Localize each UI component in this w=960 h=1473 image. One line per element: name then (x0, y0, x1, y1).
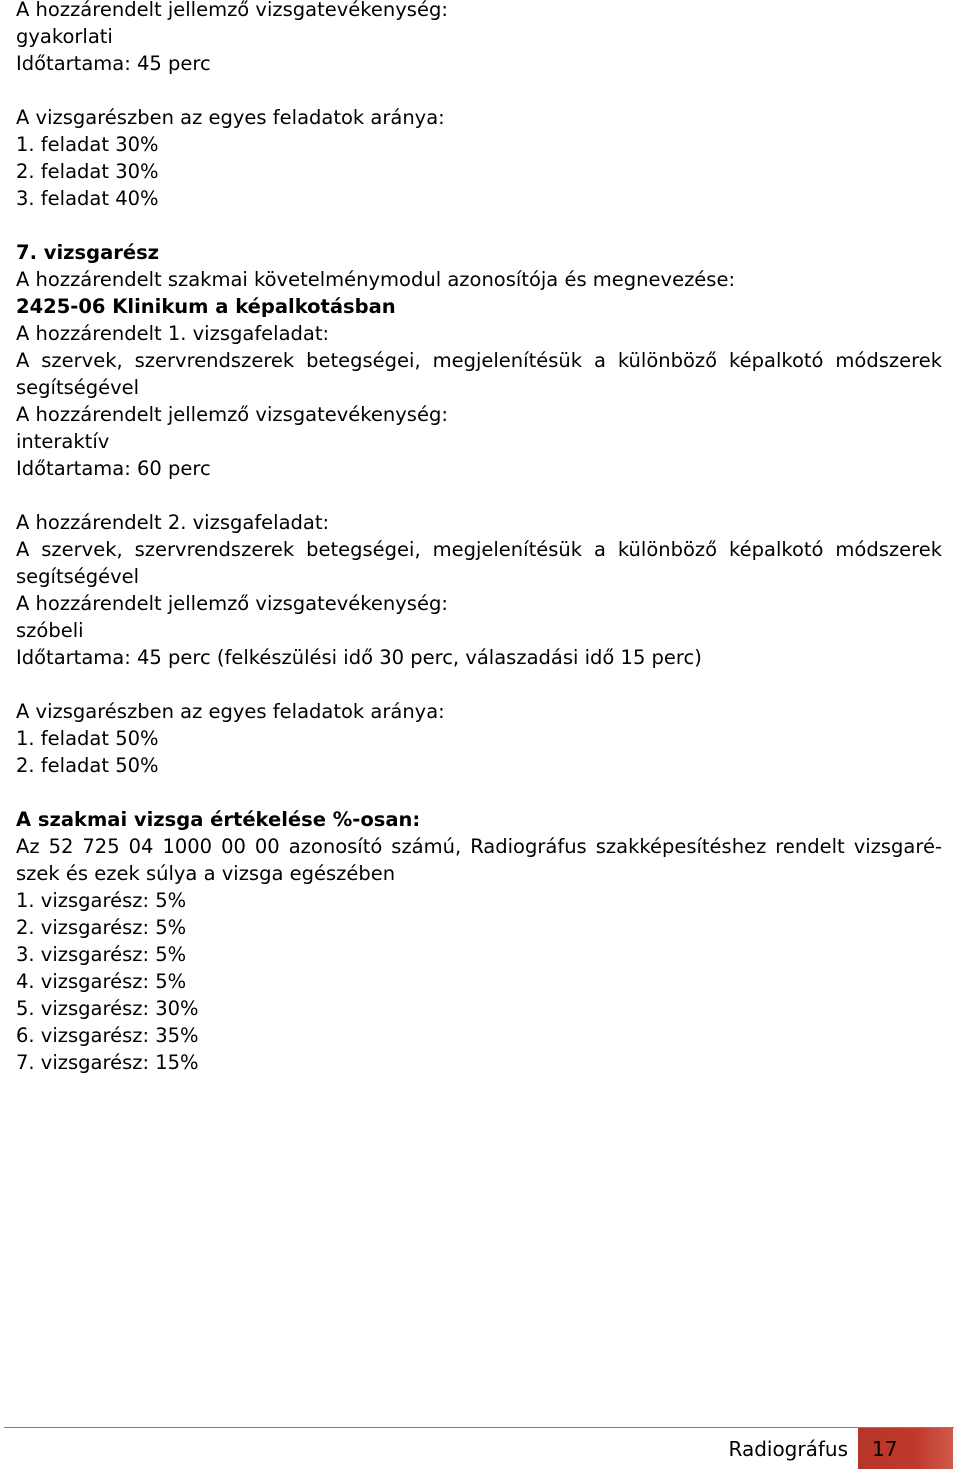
text-line: 3. feladat 40% (16, 187, 159, 210)
spacer (16, 779, 942, 806)
list-item: 2. vizsgarész: 5% (16, 916, 187, 939)
text-line: gyakorlati (16, 25, 113, 48)
text-line: 1. feladat 30% (16, 133, 159, 156)
document-body (16, 0, 942, 1076)
list-item: 5. vizsgarész: 30% (16, 997, 199, 1020)
list-item: 6. vizsgarész: 35% (16, 1024, 199, 1047)
list-item: 4. vizsgarész: 5% (16, 970, 187, 993)
text-line: Időtartama: 45 perc (16, 52, 211, 75)
text-line: A hozzárendelt jellemző vizsgatevékenység: (16, 0, 448, 21)
justified-line: A szervek, szervrendszerek betegségei, megjelenítésük a különböző képalkotó módszerek (16, 538, 942, 561)
text-line: A vizsgarészben az egyes feladatok aránya: (16, 700, 445, 723)
text-line: szóbeli (16, 619, 84, 642)
list-item: 1. vizsgarész: 5% (16, 889, 187, 912)
justified-line: A szervek, szervrendszerek betegségei, megjelenítésük a különböző képalkotó módszerek (16, 349, 942, 372)
text-line: interaktív (16, 430, 110, 453)
page-number: 17 (872, 1436, 898, 1461)
text-line: segítségével (16, 376, 140, 399)
text-line: A hozzárendelt 1. vizsgafeladat: (16, 322, 330, 345)
text-line: Időtartama: 60 perc (16, 457, 211, 480)
text-line: segítségével (16, 565, 140, 588)
page-number-box (858, 1428, 953, 1469)
text-line: A hozzárendelt szakmai követelménymodul azonosítója és megnevezése: (16, 268, 736, 291)
spacer (16, 671, 942, 698)
text-line: A hozzárendelt jellemző vizsgatevékenység: (16, 592, 448, 615)
text-line: A vizsgarészben az egyes feladatok aránya: (16, 106, 445, 129)
justified-line: Az 52 725 04 1000 00 00 azonosító számú, Radiográfus szakképesítéshez rendelt vizsgaré- (16, 835, 942, 858)
footer-title: Radiográfus (728, 1436, 848, 1461)
section-heading: A szakmai vizsga értékelése %-osan: (16, 808, 421, 831)
list-item: 3. vizsgarész: 5% (16, 943, 187, 966)
text-line: A hozzárendelt jellemző vizsgatevékenység: (16, 403, 448, 426)
spacer (16, 77, 942, 104)
list-item: 7. vizsgarész: 15% (16, 1051, 199, 1074)
spacer (16, 482, 942, 509)
text-line: szek és ezek súlya a vizsga egészében (16, 862, 396, 885)
spacer (16, 212, 942, 239)
text-line: 2. feladat 30% (16, 160, 159, 183)
text-line: A hozzárendelt 2. vizsgafeladat: (16, 511, 330, 534)
text-line: 2. feladat 50% (16, 754, 159, 777)
text-line: 1. feladat 50% (16, 727, 159, 750)
text-line: Időtartama: 45 perc (felkészülési idő 30 perc, válaszadási idő 15 perc) (16, 646, 702, 669)
page-footer (728, 1428, 953, 1469)
section-heading: 7. vizsgarész (16, 241, 160, 264)
module-title: 2425-06 Klinikum a képalkotásban (16, 295, 396, 318)
